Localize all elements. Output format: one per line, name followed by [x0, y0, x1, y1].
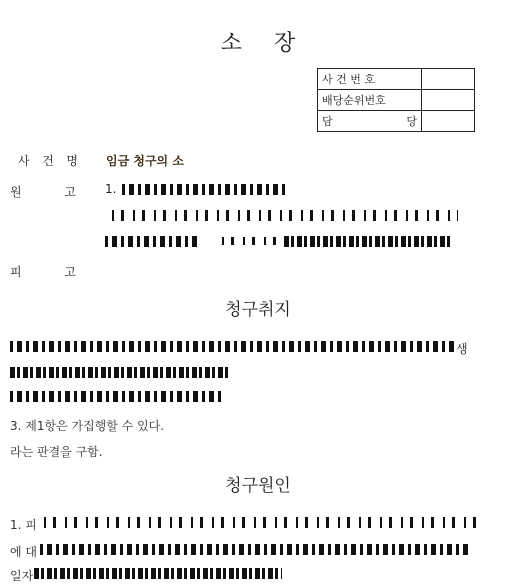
defendant-label-right: 고 [64, 265, 76, 279]
cause-item-number: 1. 피 [10, 518, 37, 532]
allocation-number-value[interactable] [422, 90, 475, 111]
title-char-2: 장 [274, 31, 296, 56]
title-char-1: 소 [220, 31, 242, 56]
allocation-number-label: 배당순위번호 [318, 90, 422, 111]
officer-label-right: 당 [406, 115, 417, 128]
redacted-plaintiff-address [112, 210, 458, 221]
redacted-claim-line-1 [10, 341, 454, 352]
claim-closing-line: 라는 판결을 구함. [10, 445, 103, 459]
allocation-number-row [318, 90, 475, 111]
case-info-box [317, 68, 475, 132]
plaintiff-label-right: 고 [64, 185, 76, 199]
case-number-value[interactable] [422, 69, 475, 90]
case-name-label-char-1: 사 [18, 154, 30, 168]
case-name-label-char-3: 명 [66, 154, 78, 168]
redacted-cause-line-3 [34, 568, 282, 579]
case-number-row [318, 69, 475, 90]
case-name-value: 임금 청구의 소 [106, 154, 184, 168]
redacted-plaintiff-contact-2 [222, 237, 282, 245]
cause-line-2-start: 에 대 [10, 545, 37, 559]
redacted-cause-line-2 [40, 544, 470, 555]
plaintiff-label [10, 183, 76, 200]
defendant-label [10, 263, 76, 280]
redacted-plaintiff-contact-3 [284, 236, 452, 247]
case-name-label [18, 152, 78, 169]
case-name-label-char-2: 건 [42, 154, 54, 168]
officer-value[interactable] [422, 111, 475, 132]
redacted-plaintiff-name [122, 184, 288, 195]
redacted-claim-line-2 [10, 367, 228, 378]
redacted-cause-line-1 [44, 517, 476, 528]
officer-row [318, 111, 475, 132]
officer-label [318, 111, 422, 132]
redacted-claim-line-2b [10, 391, 222, 402]
case-number-label: 사 건 번 호 [318, 69, 422, 90]
defendant-label-left: 피 [10, 265, 22, 279]
claim-cause-heading: 청구원인 [225, 476, 291, 496]
claim-line-3: 3. 제1항은 가집행할 수 있다. [10, 419, 165, 433]
plaintiff-label-left: 원 [10, 185, 22, 199]
document-title [0, 26, 516, 57]
claim-purpose-heading: 청구취지 [225, 300, 291, 320]
redacted-plaintiff-contact-1 [105, 236, 197, 247]
officer-label-left: 담 [322, 115, 333, 128]
cause-line-3-start: 일자 [10, 569, 34, 583]
claim-line-1-tail: 생 [456, 342, 468, 356]
plaintiff-item-number: 1. [105, 182, 117, 196]
